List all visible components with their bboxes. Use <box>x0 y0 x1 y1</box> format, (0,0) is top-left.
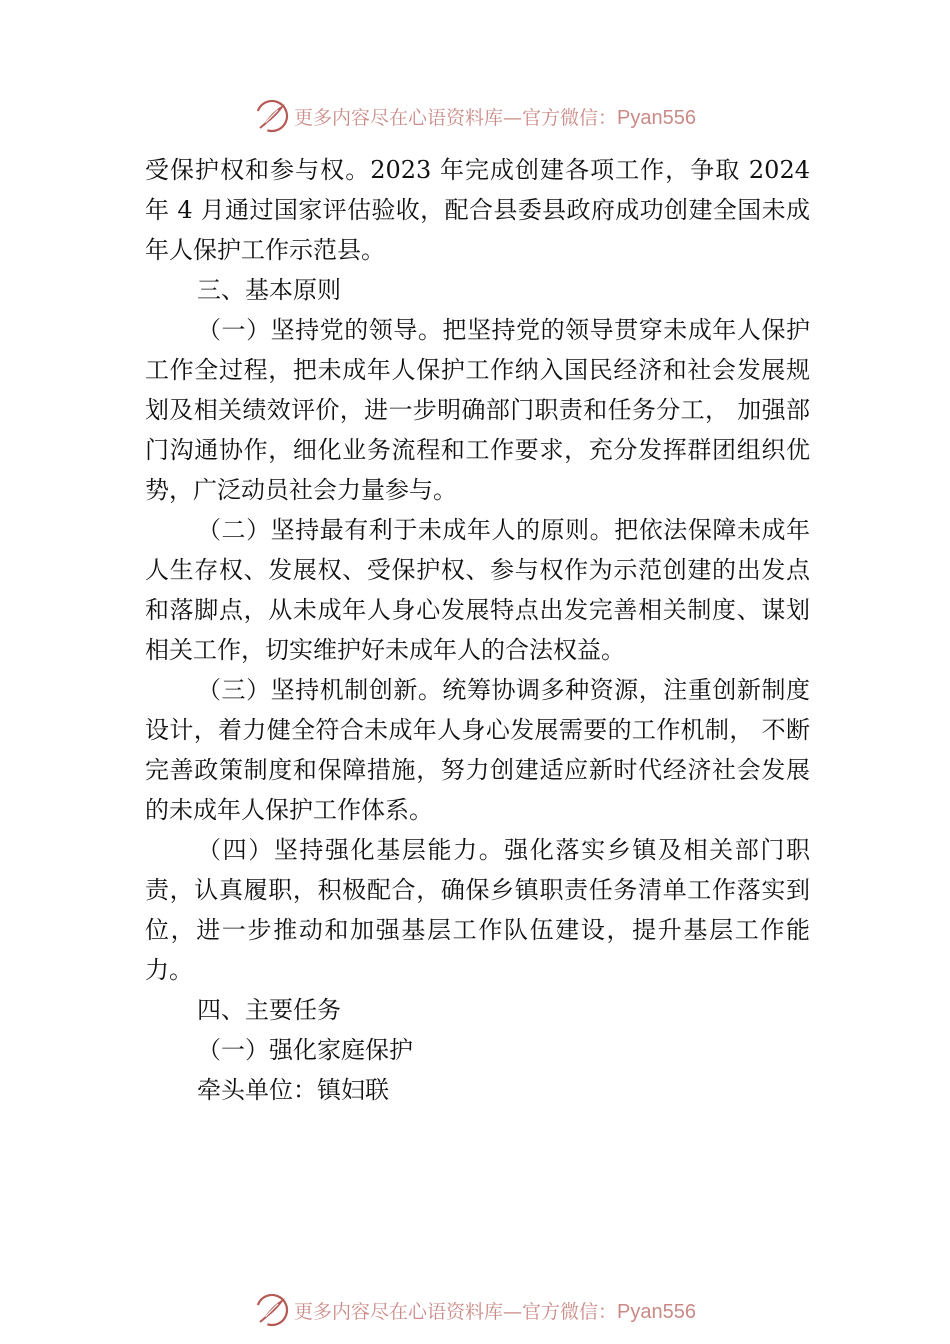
subsection-heading: （一）强化家庭保护 <box>197 1036 413 1064</box>
section-heading: 四、主要任务 <box>197 996 341 1024</box>
paragraph: （四）坚持强化基层能力。强化落实乡镇及相关部门职责，认真履职，积极配合，确保乡镇职责任务清单工作落实到位，进一步推动和加强基层工作队伍建设，提升基层工作能力。 <box>145 836 810 984</box>
paragraph: 受保护权和参与权。2023 年完成创建各项工作，争取 2024 年 4 月通过国家评估验收，配合县委县政府成功创建全国未成年人保护工作示范县。 <box>145 156 810 264</box>
header-watermark <box>0 96 950 136</box>
watermark-text: 更多内容尽在心语资料库—官方微信：Pyan556 <box>294 106 696 129</box>
feather-quill-logo-icon <box>254 98 290 134</box>
feather-quill-logo-icon <box>254 1292 290 1328</box>
footer-watermark <box>0 1290 950 1330</box>
paragraph: （二）坚持最有利于未成年人的原则。把依法保障未成年人生存权、发展权、受保护权、参与权作为示范创建的出发点和落脚点，从未成年人身心发展特点出发完善相关制度、谋划相关工作，切实维护好未成年人的合法权益。 <box>145 516 810 664</box>
section-heading: 三、基本原则 <box>197 276 341 304</box>
paragraph: （三）坚持机制创新。统筹协调多种资源，注重创新制度设计，着力健全符合未成年人身心发展需要的工作机制， 不断完善政策制度和保障措施，努力创建适应新时代经济社会发展的未成年人保护工作体系。 <box>145 676 810 824</box>
document-body <box>145 150 810 1110</box>
paragraph: （一）坚持党的领导。把坚持党的领导贯穿未成年人保护工作全过程，把未成年人保护工作纳入国民经济和社会发展规划及相关绩效评价，进一步明确部门职责和任务分工， 加强部门沟通协作，细化业务流程和工作要求，充分发挥群团组织优势，广泛动员社会力量参与。 <box>145 316 810 504</box>
lead-unit-line: 牵头单位：镇妇联 <box>197 1076 389 1104</box>
watermark-text: 更多内容尽在心语资料库—官方微信：Pyan556 <box>294 1300 696 1323</box>
